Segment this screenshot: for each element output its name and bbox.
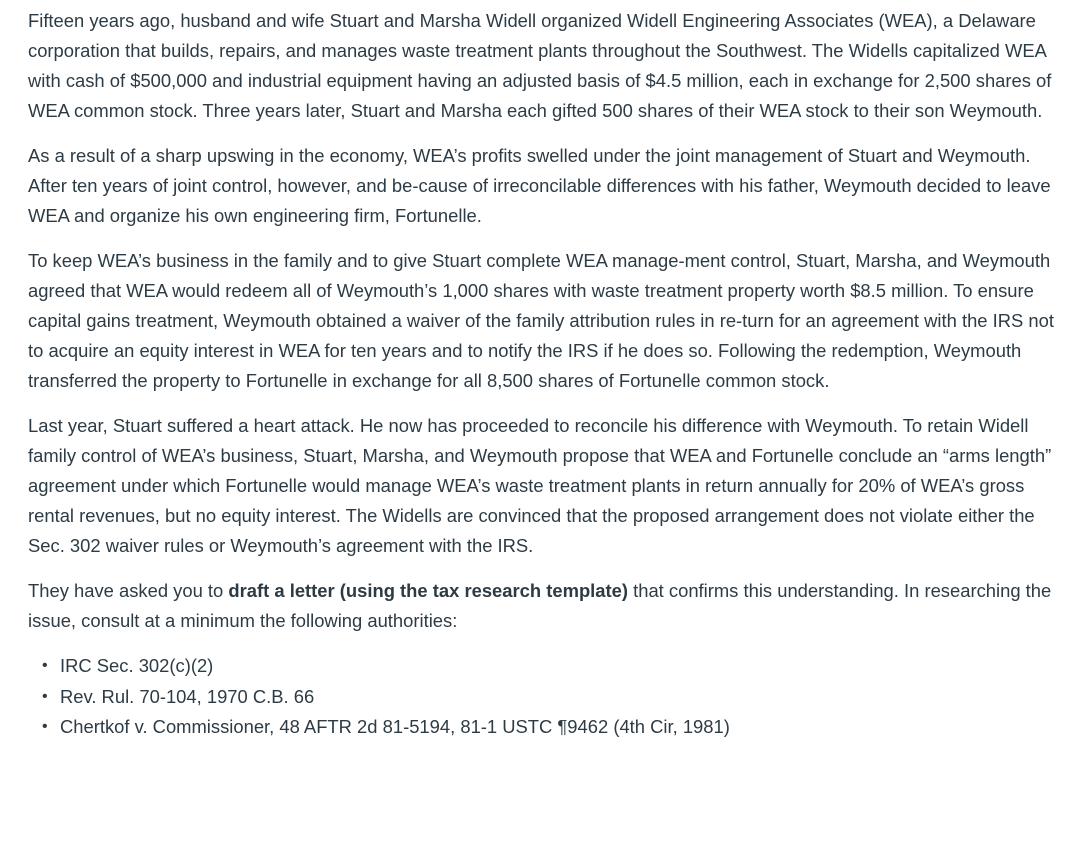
task-text-after: that confirms this understanding. In researching the issue, consult at a minimum the following authorities: xyxy=(28,580,1052,631)
paragraph-redemption: To keep WEA’s business in the family and to give Stuart complete WEA manage-ment control, Stuart, Marsha, and Weymouth agreed that WEA would redeem all of Weymouth’s 1,000 shares with waste treatment property worth $8.5 million. To ensure capital gains treatment, Weymouth obtained a waiver of the family attribution rules in re-turn for an agreement with the IRS not to acquire an equity interest in WEA for ten years and to notify the IRS if he does so. Following the redemption, Weymouth transferred the property to Fortunelle in exchange for all 8,500 shares of Fortunelle common stock. xyxy=(28,250,1054,391)
list-item: • Chertkof v. Commissioner, 48 AFTR 2d 81-5194, 81-1 USTC ¶9462 (4th Cir, 1981) xyxy=(60,712,1067,743)
task-text-bold: draft a letter (using the tax research template) xyxy=(228,580,628,601)
authorities-list xyxy=(28,651,1067,743)
list-item: • IRC Sec. 302(c)(2) xyxy=(60,651,1067,682)
task-text-before: They have asked you to xyxy=(28,580,229,601)
paragraph-profits: As a result of a sharp upswing in the economy, WEA’s profits swelled under the joint management of Stuart and Weymouth. After ten years of joint control, however, and be-cause of irreconcilable differences with his father, Weymouth decided to leave WEA and organize his own engineering firm, Fortunelle. xyxy=(28,145,1051,226)
paragraph-background: Fifteen years ago, husband and wife Stuart and Marsha Widell organized Widell Engineering Associates (WEA), a Delaware corporation that builds, repairs, and manages waste treatment plants throughout the Southwest. The Widells capitalized WEA with cash of $500,000 and industrial equipment having an adjusted basis of $4.5 million, each in exchange for 2,500 shares of WEA common stock. Three years later, Stuart and Marsha each gifted 500 shares of their WEA stock to their son Weymouth. xyxy=(28,10,1052,121)
paragraph-task xyxy=(28,576,1067,636)
list-item: • Rev. Rul. 70-104, 1970 C.B. 66 xyxy=(60,682,1067,713)
paragraph-proposal: Last year, Stuart suffered a heart attack. He now has proceeded to reconcile his difference with Weymouth. To retain Widell family control of WEA’s business, Stuart, Marsha, and Weymouth propose that WEA and Fortunelle conclude an “arms length” agreement under which Fortunelle would manage WEA’s waste treatment plants in return annually for 20% of WEA’s gross rental revenues, but no equity interest. The Widells are convinced that the proposed arrangement does not violate either the Sec. 302 waiver rules or Weymouth’s agreement with the IRS. xyxy=(28,415,1052,556)
